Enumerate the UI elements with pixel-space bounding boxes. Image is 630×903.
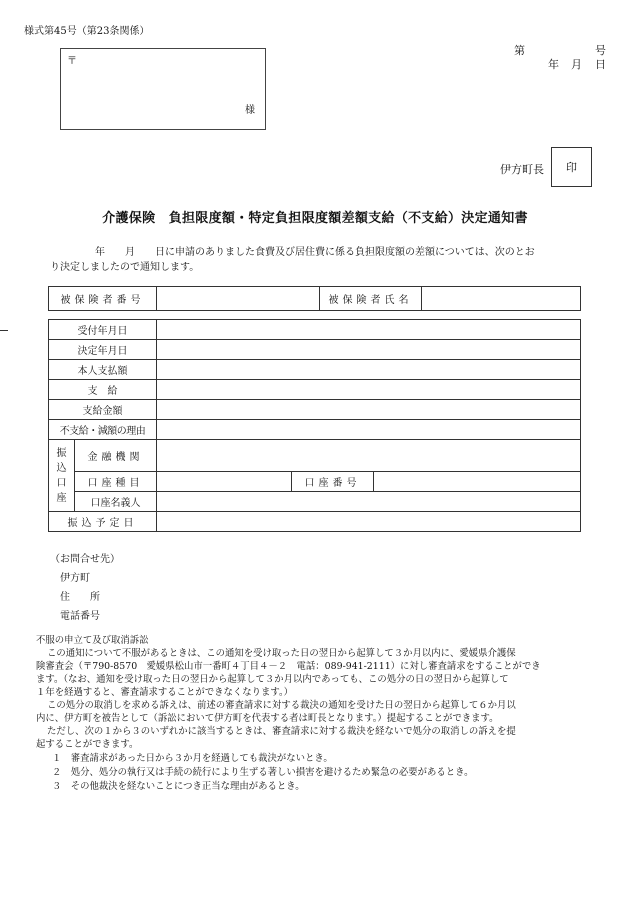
bank-label: 金融機関 <box>75 440 157 472</box>
appeal-line: １年を経過すると、審査請求することができなくなります。） <box>36 687 294 698</box>
appeal-line: この処分の取消しを求める訴えは、前述の審査請求に対する裁決の通知を受けた日の翌日から起算して６か月以 <box>47 700 516 711</box>
account-number-field[interactable] <box>374 472 581 492</box>
transfer-date-field[interactable] <box>157 512 581 532</box>
account-number-label: 口座番号 <box>292 472 374 492</box>
appeal-heading: 不服の申立て及び取消訴訟 <box>36 635 149 646</box>
decision-date-label: 決定年月日 <box>49 340 157 360</box>
account-type-label: 口座種目 <box>75 472 157 492</box>
insured-name-field[interactable] <box>422 287 581 311</box>
payment-amount-label: 支給金額 <box>49 400 157 420</box>
appeal-item: ２ 処分、処分の執行又は手続の続行により生ずる著しい損害を避けるため緊急の必要があるとき。 <box>52 767 474 778</box>
insured-table <box>48 286 581 311</box>
payment-amount-field[interactable] <box>157 400 581 420</box>
form-number: 様式第45号（第23条関係） <box>24 26 150 37</box>
insured-number-field[interactable] <box>157 287 320 311</box>
transfer-date-label: 振込予定日 <box>49 512 157 532</box>
transfer-account-label: 振込口座 <box>49 440 75 512</box>
appeal-item: ３ その他裁決を経ないことにつき正当な理由があるとき。 <box>52 781 305 792</box>
seal-box <box>551 147 592 187</box>
document-title: 介護保険 負担限度額・特定負担限度額差額支給（不支給）決定通知書 <box>102 211 528 226</box>
doc-number-go: 号 <box>595 44 606 57</box>
account-holder-label: 口座名義人 <box>75 492 157 512</box>
self-paid-label: 本人支払額 <box>49 360 157 380</box>
self-paid-field[interactable] <box>157 360 581 380</box>
appeal-line: 起することができます。 <box>36 739 139 750</box>
appeal-line: この通知について不服があるときは、この通知を受け取った日の翌日から起算して３か月以内に、愛媛県介護保 <box>47 648 516 659</box>
honorific: 様 <box>245 105 255 116</box>
appeal-line: ます。（なお、通知を受け取った日の翌日から起算して３か月以内であっても、この処分の日の翌日から起算して <box>36 674 509 685</box>
issuer-name: 伊方町長 <box>500 163 544 176</box>
inquiry-town: 伊方町 <box>60 573 90 584</box>
inquiry-address-label: 住 所 <box>60 592 100 603</box>
inquiry-phone-label: 電話番号 <box>60 611 100 622</box>
reason-field[interactable] <box>157 420 581 440</box>
decision-table <box>48 319 581 532</box>
receipt-date-field[interactable] <box>157 320 581 340</box>
reason-label: 不支給・減額の理由 <box>49 420 157 440</box>
appeal-line: ただし、次の１から３のいずれかに該当するときは、審査請求に対する裁決を経ないで処分の取消しの訴えを提 <box>47 726 516 737</box>
inquiry-heading: （お問合せ先） <box>50 554 120 565</box>
account-type-field[interactable] <box>157 472 292 492</box>
appeal-line: 内に、伊方町を被告として（訴訟において伊方町を代表する者は町長となります。）提起することができます。 <box>36 713 499 724</box>
doc-number-dai: 第 <box>514 44 525 57</box>
date-day: 日 <box>595 58 606 71</box>
receipt-date-label: 受付年月日 <box>49 320 157 340</box>
intro-line-2: り決定しましたので通知します。 <box>50 262 200 273</box>
insured-name-label: 被保険者氏名 <box>320 287 422 311</box>
decision-date-field[interactable] <box>157 340 581 360</box>
insured-number-label: 被保険者番号 <box>49 287 157 311</box>
margin-tick <box>0 330 8 331</box>
address-box <box>60 48 266 130</box>
intro-line-1: 年 月 日に申請のありました食費及び居住費に係る負担限度額の差額については、次のとお <box>95 247 535 258</box>
postal-mark: 〒 <box>67 56 77 67</box>
appeal-item: １ 審査請求があった日から３か月を経過しても裁決がないとき。 <box>52 753 333 764</box>
bank-field[interactable] <box>157 440 581 472</box>
account-holder-field[interactable] <box>157 492 581 512</box>
date-year: 年 <box>548 58 559 71</box>
seal-label: 印 <box>566 161 577 174</box>
date-month: 月 <box>571 58 582 71</box>
payment-field[interactable] <box>157 380 581 400</box>
payment-label: 支 給 <box>49 380 157 400</box>
appeal-line: 険審査会（〒790-8570 愛媛県松山市一番町４丁目４－２ 電話：089-941-2111）に対し審査請求をすることができ <box>36 661 541 672</box>
